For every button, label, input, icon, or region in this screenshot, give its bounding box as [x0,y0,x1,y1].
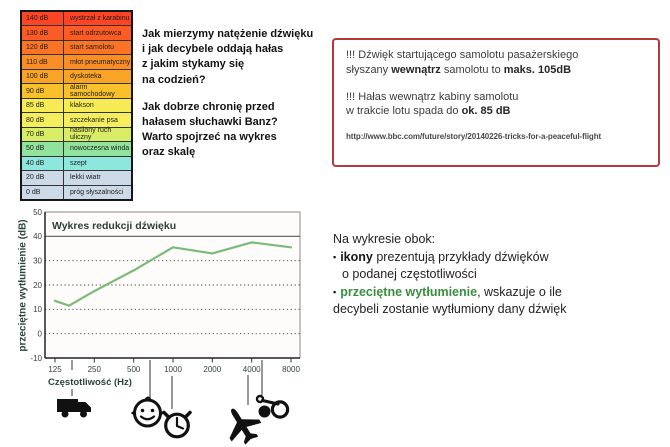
table-row [22,12,131,25]
baby-face-icon [131,397,164,426]
table-row [22,54,131,68]
table-row [22,127,131,141]
db-example-label: dyskoteka [70,73,102,81]
table-row [22,69,131,83]
decibel-scale-table [20,10,133,201]
table-row [22,141,131,155]
emphasis-text: ok. 85 dB [461,105,511,118]
x-tick-label: 1000 [164,365,182,374]
alarm-clock-icon [164,413,190,437]
y-tick-label: 40 [33,232,42,242]
x-tick-label: 2000 [203,365,222,374]
y-tick-label: -10 [30,353,42,363]
x-axis-label: Częstotliwość (Hz) [48,377,132,388]
bullet-icon: ▪ [333,251,337,262]
db-value: 100 dB [22,70,64,83]
text-segment: słyszany [346,63,392,76]
text-line: !!! Hałas wewnątrz kabiny samolotu [346,90,519,103]
source-url: http://www.bbc.com/future/story/20140226-tricks-for-a-peaceful-flight [346,132,602,142]
text-line [346,63,646,78]
db-example-label: próg słyszalności [70,188,124,196]
db-value: 20 dB [22,171,64,184]
x-tick-label: 125 [48,365,62,374]
text-line: decybeli zostanie wytłumiony dany dźwięk [333,302,567,316]
db-value: 85 dB [22,99,64,112]
callout-paragraph-1 [346,48,646,78]
chart-canvas [30,209,315,447]
text-segment: samolotu to [440,63,504,76]
db-value: 90 dB [22,84,64,97]
text-segment: prezentują przykłady dźwięków [372,249,549,264]
intro-paragraph-2 [142,100,337,161]
text-line: oraz skalę [142,146,196,159]
emphasis-text: ikony [340,249,373,264]
db-value: 130 dB [22,26,64,39]
table-row [22,83,131,97]
callout-paragraph-2 [346,90,646,120]
chart-explanation [333,231,667,319]
intro-text [142,27,337,161]
db-example-label: klakson [70,102,94,110]
x-tick-label: 4000 [242,365,261,374]
text-line: hałasem słuchawki Banz? [142,116,278,129]
text-line: Warto spojrzeć na wykres [142,131,277,144]
table-row [22,40,131,54]
emphasis-text: maks. 105dB [503,63,572,76]
table-row [22,25,131,39]
text-line [346,104,646,119]
table-row [22,170,131,184]
text-segment: , wskazuje o ile [477,284,562,299]
airplane-icon [217,400,267,447]
bullet-line [333,284,667,302]
y-tick-label: 20 [33,280,42,290]
db-example-label: lekki wiatr [70,174,101,182]
text-line: na codzień? [142,73,206,86]
x-tick-label: 250 [87,365,101,374]
intro-paragraph-1 [142,27,337,88]
db-value: 110 dB [22,55,64,68]
y-tick-label: 0 [37,329,42,339]
table-row [22,185,131,199]
db-value: 140 dB [22,12,64,25]
bullet-line [333,249,667,267]
db-example-label: szczekanie psa [70,116,118,124]
table-row [22,112,131,126]
db-value: 80 dB [22,113,64,126]
truck-icon [57,399,91,418]
text-line: !!! Dźwięk startującego samolotu pasażerskiego [346,49,579,61]
y-axis-label: przeciętne wytłumienie (dB) [17,219,29,352]
text-line: z jakim stykamy się [142,58,245,71]
text-line: Jak mierzymy natężenie dźwięku [142,28,314,40]
db-value: 50 dB [22,142,64,155]
motorcycle-icon [257,396,288,418]
x-tick-label: 8000 [282,365,300,374]
text-line: i jak decybele oddają hałas [142,43,284,56]
sound-reduction-chart [14,209,315,447]
table-row [22,156,131,170]
text-line: Jak dobrze chronię przed [142,100,275,113]
db-example-label: nowoczesna winda [70,145,130,153]
aside-heading: Na wykresie obok: [333,232,436,246]
text-line: o podanej częstotliwości [342,267,477,281]
bullet-icon: ▪ [333,286,337,297]
airplane-noise-callout [332,38,660,167]
table-row [22,98,131,112]
x-tick-label: 500 [127,365,141,374]
db-example-label: nasilony ruch uliczny [70,127,112,142]
plot-area [45,212,300,358]
db-example-label: wystrzał z karabinu [70,15,130,23]
db-example-label: młot pneumatyczny [70,58,131,66]
text-segment: w trakcie lotu spada do [346,105,462,118]
db-value: 0 dB [22,186,64,199]
chart-title: Wykres redukcji dźwięku [52,220,177,232]
db-example-label: szept [70,159,87,167]
y-tick-label: 50 [33,209,42,217]
emphasis-text: wewnątrz [391,63,441,76]
db-example-label: alarm samochodowy [70,84,115,99]
db-value: 120 dB [22,41,64,54]
y-tick-label: 30 [33,256,42,266]
db-example-label: start odrzutowca [70,29,122,37]
y-tick-label: 10 [33,305,42,315]
db-value: 40 dB [22,157,64,170]
db-example-label: start samolotu [70,44,114,52]
db-value: 70 dB [22,128,64,141]
emphasis-text-green: przeciętne wytłumienie [340,284,478,299]
